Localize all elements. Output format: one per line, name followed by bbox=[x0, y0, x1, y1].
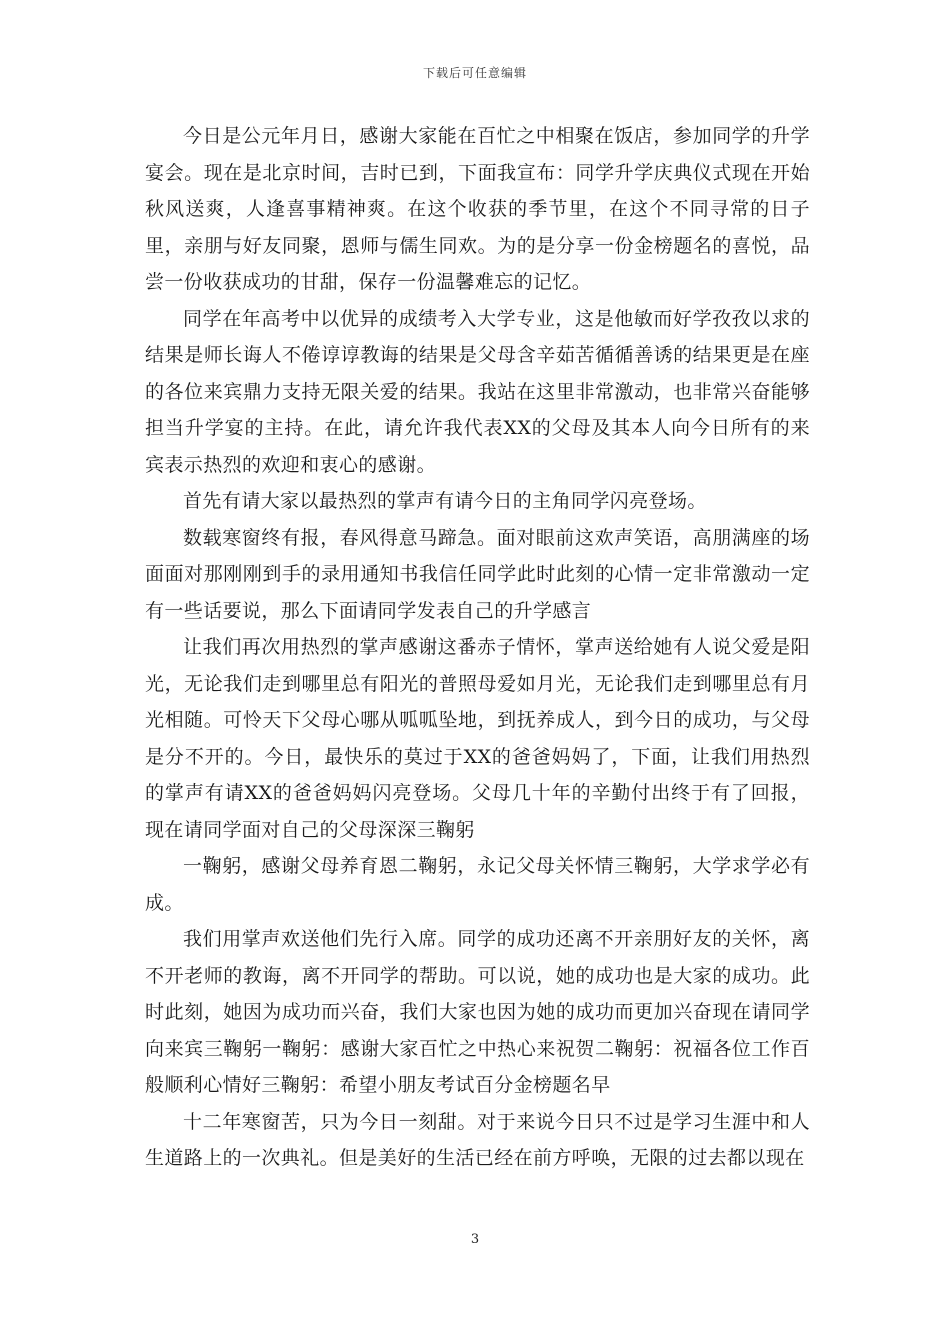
paragraph: 让我们再次用热烈的掌声感谢这番赤子情怀，掌声送给她有人说父爱是阳光，无论我们走到哪里总有阳光的普照母爱如月光，无论我们走到哪里总有月光相随。可怜天下父母心哪从呱呱坠地，到抚养成人，到今日的成功，与父母是分不开的。今日，最快乐的莫过于XX的爸爸妈妈了，下面，让我们用热烈的掌声有请XX的爸爸妈妈闪亮登场。父母几十年的辛勤付出终于有了回报，现在请同学面对自己的父母深深三鞠躬 bbox=[145, 636, 810, 841]
page-number: 3 bbox=[470, 1232, 480, 1247]
paragraph: 一鞠躬，感谢父母养育恩二鞠躬，永记父母关怀情三鞠躬，大学求学必有成。 bbox=[145, 855, 810, 914]
paragraph: 数载寒窗终有报，春风得意马蹄急。面对眼前这欢声笑语，高朋满座的场面面对那刚刚到手的录用通知书我信任同学此时此刻的心情一定非常激动一定有一些话要说，那么下面请同学发表自己的升学感言 bbox=[145, 526, 810, 622]
page-header: 下载后可任意编辑 bbox=[422, 66, 527, 80]
paragraph: 首先有请大家以最热烈的掌声有请今日的主角同学闪亮登场。 bbox=[183, 490, 707, 512]
document-body bbox=[145, 118, 810, 1177]
paragraph: 我们用掌声欢送他们先行入席。同学的成功还离不开亲朋好友的关怀，离不开老师的教诲，离不开同学的帮助。可以说，她的成功也是大家的成功。此时此刻，她因为成功而兴奋，我们大家也因为她的成功而更加兴奋现在请同学向来宾三鞠躬一鞠躬：感谢大家百忙之中热心来祝贺二鞠躬：祝福各位工作百般顺利心情好三鞠躬：希望小朋友考试百分金榜题名早 bbox=[145, 928, 810, 1096]
paragraph: 同学在年高考中以优异的成绩考入大学专业，这是他敏而好学孜孜以求的结果是师长诲人不倦谆谆教诲的结果是父母含辛茹苦循循善诱的结果更是在座的各位来宾鼎力支持无限关爱的结果。我站在这里非常激动，也非常兴奋能够担当升学宴的主持。在此，请允许我代表XX的父母及其本人向今日所有的来宾表示热烈的欢迎和衷心的感谢。 bbox=[145, 307, 810, 476]
paragraph: 今日是公元年月日，感谢大家能在百忙之中相聚在饭店，参加同学的升学宴会。现在是北京时间，吉时已到，下面我宣布：同学升学庆典仪式现在开始秋风送爽，人逢喜事精神爽。在这个收获的季节里，在这个不同寻常的日子里，亲朋与好友同聚，恩师与儒生同欢。为的是分享一份金榜题名的喜悦，品尝一份收获成功的甘甜，保存一份温馨难忘的记忆。 bbox=[145, 125, 810, 293]
paragraph: 十二年寒窗苦，只为今日一刻甜。对于来说今日只不过是学习生涯中和人生道路上的一次典礼。但是美好的生活已经在前方呼唤，无限的过去都以现在 bbox=[145, 1110, 810, 1169]
